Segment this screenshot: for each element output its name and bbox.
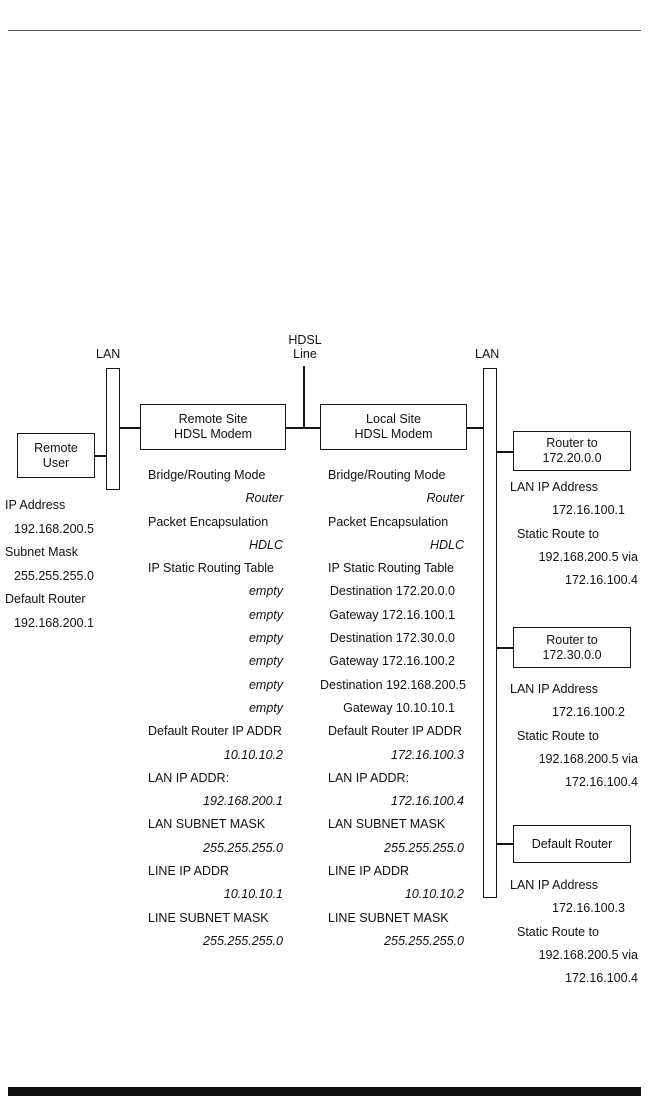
config-label: LAN SUBNET MASK: [328, 817, 446, 832]
connector-remote-user-lan: [95, 455, 106, 457]
remote-user-box-line2: User: [42, 455, 70, 470]
config-label: LINE IP ADDR: [328, 864, 410, 879]
remote-modem-box-line1: Remote Site: [178, 412, 248, 426]
hdsl-line-label-1: HDSL: [288, 333, 322, 347]
config-value: 192.168.200.5 via: [538, 751, 638, 766]
config-value: 255.255.255.0: [384, 840, 464, 855]
config-label: Bridge/Routing Mode: [328, 468, 446, 482]
remote-modem-config: [140, 464, 286, 953]
hdsl-line-label: [281, 333, 329, 361]
lan-left-label: LAN: [96, 347, 121, 361]
router-30-box: [513, 627, 631, 668]
config-value: 172.16.100.4: [565, 775, 638, 790]
config-label: Static Route to: [517, 526, 599, 541]
config-label: IP Address: [5, 498, 66, 512]
lan-bus-left: [106, 368, 120, 490]
local-modem-box-line2: HDSL Modem: [354, 427, 433, 441]
config-label: LAN IP ADDR:: [148, 770, 230, 785]
local-modem-box-line1: Local Site: [366, 412, 421, 426]
connector-lan-router-30: [497, 647, 513, 649]
config-value: Router: [426, 491, 464, 506]
config-value: 192.168.200.1: [203, 794, 283, 809]
connector-hdsl-line: [286, 427, 320, 429]
config-label: Default Router: [5, 592, 86, 607]
page-header-rule: [8, 30, 641, 31]
router-20-box: [513, 431, 631, 471]
config-value: 172.16.100.2: [552, 705, 625, 720]
remote-user-box: [17, 433, 95, 478]
local-modem-box: [320, 404, 467, 450]
config-value: empty: [248, 654, 283, 669]
config-value: HDLC: [429, 537, 464, 552]
config-label: LINE SUBNET MASK: [148, 910, 269, 925]
default-router-box: [513, 825, 631, 863]
route-entry: Destination 192.168.200.5: [320, 677, 466, 692]
config-value: empty: [248, 607, 283, 622]
config-value: 255.255.255.0: [203, 840, 283, 855]
config-label: Default Router IP ADDR: [148, 724, 282, 739]
config-value: 255.255.255.0: [203, 933, 283, 948]
config-value: 192.168.200.1: [14, 615, 94, 630]
remote-user-box-line1: Remote: [34, 440, 78, 455]
hdsl-line-label-2: Line: [293, 347, 317, 361]
config-label: Packet Encapsulation: [148, 514, 269, 529]
config-value: empty: [248, 631, 283, 646]
config-label: LINE IP ADDR: [148, 864, 230, 879]
page-footer-bar: [8, 1087, 641, 1096]
config-label: Bridge/Routing Mode: [148, 468, 266, 482]
config-value: HDLC: [248, 537, 283, 552]
connector-lan-remote-modem: [120, 427, 140, 429]
config-value: 10.10.10.2: [223, 747, 283, 762]
route-entry: Destination 172.20.0.0: [329, 584, 455, 599]
config-value: 255.255.255.0: [384, 933, 464, 948]
config-label: LAN SUBNET MASK: [148, 817, 266, 832]
config-label: Static Route to: [517, 728, 599, 743]
config-label: Packet Encapsulation: [328, 514, 449, 529]
config-value: empty: [248, 700, 283, 715]
config-value: Router: [245, 491, 283, 506]
config-value: 172.16.100.4: [565, 971, 638, 986]
config-label: LAN IP Address: [510, 480, 599, 494]
router-30-config: [508, 678, 639, 794]
config-label: Default Router IP ADDR: [328, 724, 462, 739]
connector-lan-default-router: [497, 843, 513, 845]
connector-lan-router-20: [497, 451, 513, 453]
remote-user-config: [3, 494, 128, 636]
config-value: 172.16.100.4: [565, 573, 638, 588]
config-value: 255.255.255.0: [14, 568, 94, 583]
config-value: 172.16.100.3: [552, 901, 625, 916]
config-value: empty: [248, 677, 283, 692]
remote-modem-box: [140, 404, 286, 450]
hdsl-label-leader-line: [303, 366, 305, 427]
config-value: 172.16.100.3: [391, 747, 464, 762]
config-value: empty: [248, 584, 283, 599]
route-entry: Destination 172.30.0.0: [329, 631, 455, 646]
config-value: 10.10.10.1: [223, 887, 283, 902]
route-entry: Gateway 172.16.100.2: [329, 654, 455, 669]
config-label: Static Route to: [517, 924, 599, 939]
connector-local-modem-lan: [467, 427, 483, 429]
default-router-config: [508, 874, 639, 990]
lan-bus-right: [483, 368, 497, 898]
config-value: 172.16.100.1: [552, 503, 625, 518]
config-value: 192.168.200.5 via: [538, 947, 638, 962]
router-30-box-line2: 172.30.0.0: [542, 647, 602, 662]
router-30-box-line1: Router to: [546, 632, 598, 647]
config-label: Subnet Mask: [5, 545, 78, 560]
config-label: IP Static Routing Table: [148, 561, 275, 576]
config-label: LAN IP Address: [510, 878, 599, 892]
config-value: 172.16.100.4: [391, 794, 464, 809]
router-20-config: [508, 476, 639, 592]
router-20-box-line1: Router to: [546, 436, 598, 450]
config-value: 192.168.200.5: [14, 521, 94, 536]
default-router-box-label: Default Router: [531, 836, 613, 851]
router-20-box-line2: 172.20.0.0: [542, 451, 602, 465]
config-label: LAN IP ADDR:: [328, 770, 410, 785]
config-value: 192.168.200.5 via: [538, 549, 638, 564]
remote-modem-box-line2: HDSL Modem: [173, 427, 253, 441]
route-entry: Gateway 10.10.10.1: [343, 700, 455, 715]
route-entry: Gateway 172.16.100.1: [329, 607, 455, 622]
local-modem-config: [320, 464, 467, 953]
config-value: 10.10.10.2: [404, 887, 464, 902]
config-label: LAN IP Address: [510, 682, 599, 696]
config-label: LINE SUBNET MASK: [328, 910, 449, 925]
lan-right-label: LAN: [475, 347, 500, 361]
config-label: IP Static Routing Table: [328, 561, 455, 576]
